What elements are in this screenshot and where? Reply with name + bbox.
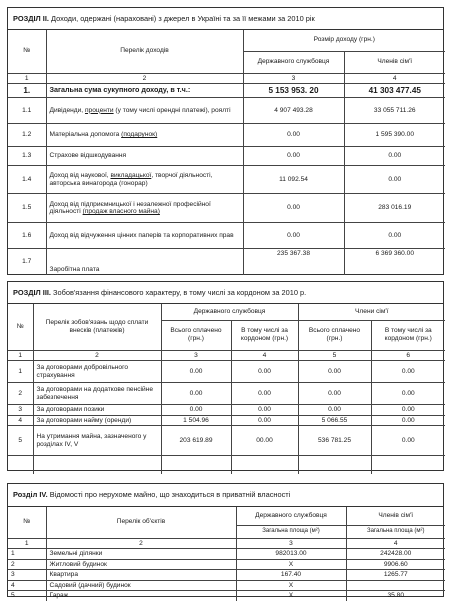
row-number: 2 bbox=[8, 559, 46, 570]
section-2-income bbox=[7, 7, 444, 275]
col-servant-header: Державного службовця bbox=[161, 304, 298, 320]
sub-paid-family-header: Всього сплачено (грн.) bbox=[298, 320, 371, 350]
row-number: 4 bbox=[8, 415, 33, 426]
row-number: 1 bbox=[8, 549, 46, 560]
row-number: 1 bbox=[8, 361, 33, 383]
table-row bbox=[8, 405, 445, 416]
index-cell: 4 bbox=[231, 350, 298, 361]
row-name: Садовий (дачний) будинок bbox=[46, 580, 236, 591]
table-row bbox=[8, 591, 445, 601]
section-4-property bbox=[7, 483, 444, 600]
row-name: За договорами найму (оренди) bbox=[33, 415, 161, 426]
row-number: 5 bbox=[8, 591, 46, 601]
table-row bbox=[8, 223, 445, 249]
index-cell: 4 bbox=[344, 73, 445, 84]
row-servant-paid: 0.00 bbox=[161, 405, 231, 416]
index-cell: 1 bbox=[8, 350, 33, 361]
row-servant-value: 235 367.38 bbox=[243, 249, 344, 275]
row-number: 2 bbox=[8, 383, 33, 405]
row-name-text: Заробітна плата bbox=[49, 266, 100, 273]
row-family-area: 35.80 bbox=[346, 591, 445, 601]
row-family-abroad: 0.00 bbox=[371, 405, 445, 416]
row-servant-abroad: 00.00 bbox=[231, 426, 298, 456]
income-table bbox=[8, 30, 445, 275]
table-row bbox=[8, 194, 445, 223]
col-objects-list-header: Перелік об'єктів bbox=[46, 507, 236, 538]
row-servant-value: 0.00 bbox=[243, 223, 344, 249]
col-number-header: № bbox=[8, 30, 46, 73]
section-4-header bbox=[8, 484, 443, 507]
row-servant-abroad: 0.00 bbox=[231, 405, 298, 416]
row-name: Земельні ділянки bbox=[46, 549, 236, 560]
table-row bbox=[8, 426, 445, 456]
row-number: 1.6 bbox=[8, 223, 46, 249]
sub-paid-header: Всього сплачено (грн.) bbox=[161, 320, 231, 350]
table-row bbox=[8, 559, 445, 570]
col-income-amount-header: Розмір доходу (грн.) bbox=[243, 30, 445, 51]
row-servant-area: 982013.00 bbox=[236, 549, 346, 560]
table-row bbox=[8, 147, 445, 166]
row-servant-paid: 0.00 bbox=[161, 361, 231, 383]
row-name-text: Страхове відшкодування bbox=[49, 152, 127, 160]
index-cell: 2 bbox=[46, 73, 243, 84]
table-row bbox=[8, 570, 445, 581]
row-name-underlined: викладацької bbox=[110, 172, 152, 179]
row-name bbox=[46, 166, 243, 194]
row-servant-area: X bbox=[236, 559, 346, 570]
row-number: 3 bbox=[8, 405, 33, 416]
row-family-value: 41 303 477.45 bbox=[344, 84, 445, 98]
row-servant-area: X bbox=[236, 580, 346, 591]
row-servant-value: 11 092.54 bbox=[243, 166, 344, 194]
row-name: Квартира bbox=[46, 570, 236, 581]
index-cell: 3 bbox=[236, 538, 346, 549]
table-row bbox=[8, 383, 445, 405]
section-3-title: Зобов'язання фінансового характеру, в тому числі за кордоном за 2010 р. bbox=[53, 288, 307, 297]
row-family-value: 33 055 711.26 bbox=[344, 98, 445, 124]
row-servant-paid: 0.00 bbox=[161, 383, 231, 405]
row-name-text: Доход від підприємницької і незалежної професійної діяльності bbox=[49, 200, 211, 216]
row-family-paid: 0.00 bbox=[298, 361, 371, 383]
row-name: За договорами добровільного страхування bbox=[33, 361, 161, 383]
sub-area-servant-header: Загальна площа (м²) bbox=[236, 525, 346, 538]
row-name-text: Дивіденди, bbox=[49, 106, 85, 114]
table-row bbox=[8, 124, 445, 147]
row-servant-value: 5 153 953. 20 bbox=[243, 84, 344, 98]
row-name bbox=[46, 124, 243, 147]
row-number: 1.2 bbox=[8, 124, 46, 147]
row-name-text: Доход від відчуження цінних паперів та корпоративних прав bbox=[49, 231, 234, 239]
row-servant-paid: 203 619.89 bbox=[161, 426, 231, 456]
row-name bbox=[46, 98, 243, 124]
row-family-value: 6 369 360.00 bbox=[344, 249, 445, 275]
col-servant-header: Державного службовця bbox=[243, 51, 344, 73]
row-family-value: 283 016.19 bbox=[344, 194, 445, 223]
section-4-label: Розділ IV. bbox=[13, 490, 48, 499]
row-name bbox=[46, 223, 243, 249]
row-family-abroad: 0.00 bbox=[371, 383, 445, 405]
row-family-value: 1 595 390.00 bbox=[344, 124, 445, 147]
table-row bbox=[8, 415, 445, 426]
row-family-value: 0.00 bbox=[344, 223, 445, 249]
col-family-header: Члени сім'ї bbox=[298, 304, 445, 320]
section-3-label: РОЗДІЛ III. bbox=[13, 288, 51, 297]
index-cell: 1 bbox=[8, 73, 46, 84]
row-name bbox=[46, 147, 243, 166]
row-name: Загальна сума сукупного доходу, в т.ч.: bbox=[46, 84, 243, 98]
row-family-value: 0.00 bbox=[344, 147, 445, 166]
row-number: 1.1 bbox=[8, 98, 46, 124]
section-2-header bbox=[8, 8, 443, 30]
index-cell: 5 bbox=[298, 350, 371, 361]
row-family-abroad: 0.00 bbox=[371, 361, 445, 383]
row-name-underlined: проценти bbox=[84, 106, 114, 114]
index-cell: 1 bbox=[8, 538, 46, 549]
col-number-header: № bbox=[8, 507, 46, 538]
index-cell: 3 bbox=[243, 73, 344, 84]
row-family-paid: 5 066.55 bbox=[298, 415, 371, 426]
row-servant-area: 167.40 bbox=[236, 570, 346, 581]
row-name bbox=[46, 249, 243, 275]
section-2-label: РОЗДІЛ II. bbox=[13, 14, 49, 23]
row-number: 4 bbox=[8, 580, 46, 591]
table-row-empty bbox=[8, 456, 445, 474]
row-servant-abroad: 0.00 bbox=[231, 383, 298, 405]
section-3-header bbox=[8, 282, 443, 304]
table-row bbox=[8, 84, 445, 98]
row-name-text: (у тому числі орендні платежі), роялті bbox=[113, 106, 231, 114]
sub-abroad-header: В тому числі за кордоном (грн.) bbox=[231, 320, 298, 350]
row-family-area: 9906.60 bbox=[346, 559, 445, 570]
row-number: 1.4 bbox=[8, 166, 46, 194]
row-servant-value: 0.00 bbox=[243, 147, 344, 166]
row-name: Гараж bbox=[46, 591, 236, 601]
index-cell: 2 bbox=[33, 350, 161, 361]
index-cell: 2 bbox=[46, 538, 236, 549]
obligations-table bbox=[8, 304, 445, 474]
row-family-abroad: 0.00 bbox=[371, 426, 445, 456]
row-servant-area: X bbox=[236, 591, 346, 601]
table-row bbox=[8, 166, 445, 194]
table-row bbox=[8, 580, 445, 591]
col-family-header: Членів сім'ї bbox=[344, 51, 445, 73]
col-family-header: Членів сім'ї bbox=[346, 507, 445, 525]
row-family-area bbox=[346, 580, 445, 591]
section-2-title: Доходи, одержані (нараховані) з джерел в Україні та за її межами за 2010 рік bbox=[51, 14, 315, 23]
row-servant-value: 4 907 493.28 bbox=[243, 98, 344, 124]
row-name bbox=[46, 194, 243, 223]
col-servant-header: Державного службовця bbox=[236, 507, 346, 525]
row-family-paid: 0.00 bbox=[298, 383, 371, 405]
row-number: 3 bbox=[8, 570, 46, 581]
row-family-paid: 536 781.25 bbox=[298, 426, 371, 456]
row-number: 1.3 bbox=[8, 147, 46, 166]
section-3-obligations bbox=[7, 281, 444, 471]
row-family-area: 1265.77 bbox=[346, 570, 445, 581]
property-table bbox=[8, 507, 445, 601]
index-cell: 6 bbox=[371, 350, 445, 361]
row-name: За договорами позики bbox=[33, 405, 161, 416]
row-servant-abroad: 0.00 bbox=[231, 361, 298, 383]
index-row bbox=[8, 538, 445, 549]
row-name-text: , творчої діяльності, авторська винагорода (гонорар) bbox=[49, 172, 213, 187]
col-obligations-list-header: Перелік зобов'язань щодо сплати внесків (платежів) bbox=[33, 304, 161, 350]
section-4-title: Відомості про нерухоме майно, що знаходиться в приватній власності bbox=[49, 490, 291, 499]
index-cell: 4 bbox=[346, 538, 445, 549]
sub-abroad-family-header: В тому числі за кордоном (грн.) bbox=[371, 320, 445, 350]
row-number: 1.7 bbox=[8, 249, 46, 275]
table-row bbox=[8, 549, 445, 560]
index-row bbox=[8, 350, 445, 361]
row-family-area: 242428.00 bbox=[346, 549, 445, 560]
row-family-paid: 0.00 bbox=[298, 405, 371, 416]
row-number: 1.5 bbox=[8, 194, 46, 223]
row-number: 1. bbox=[8, 84, 46, 98]
row-family-value: 0.00 bbox=[344, 166, 445, 194]
row-servant-abroad: 0.00 bbox=[231, 415, 298, 426]
row-name-text: Доход від наукової, bbox=[49, 172, 111, 179]
row-name-text: Матеріальна допомога bbox=[49, 131, 122, 139]
col-number-header: № bbox=[8, 304, 33, 350]
row-name: Житловий будинок bbox=[46, 559, 236, 570]
row-family-abroad: 0.00 bbox=[371, 415, 445, 426]
table-row bbox=[8, 98, 445, 124]
row-number: 5 bbox=[8, 426, 33, 456]
table-row bbox=[8, 361, 445, 383]
row-name-underlined: (продаж власного майна) bbox=[82, 208, 160, 216]
table-row bbox=[8, 249, 445, 275]
row-servant-paid: 1 504.96 bbox=[161, 415, 231, 426]
row-name-underlined: (подарунок) bbox=[121, 131, 158, 139]
index-cell: 3 bbox=[161, 350, 231, 361]
row-servant-value: 0.00 bbox=[243, 194, 344, 223]
row-name: На утримання майна, зазначеного у розділах IV, V bbox=[33, 426, 161, 456]
row-servant-value: 0.00 bbox=[243, 124, 344, 147]
sub-area-family-header: Загальна площа (м²) bbox=[346, 525, 445, 538]
index-row bbox=[8, 73, 445, 84]
row-name: За договорами на додаткове пенсійне забезпечення bbox=[33, 383, 161, 405]
col-income-list-header: Перелік доходів bbox=[46, 30, 243, 73]
